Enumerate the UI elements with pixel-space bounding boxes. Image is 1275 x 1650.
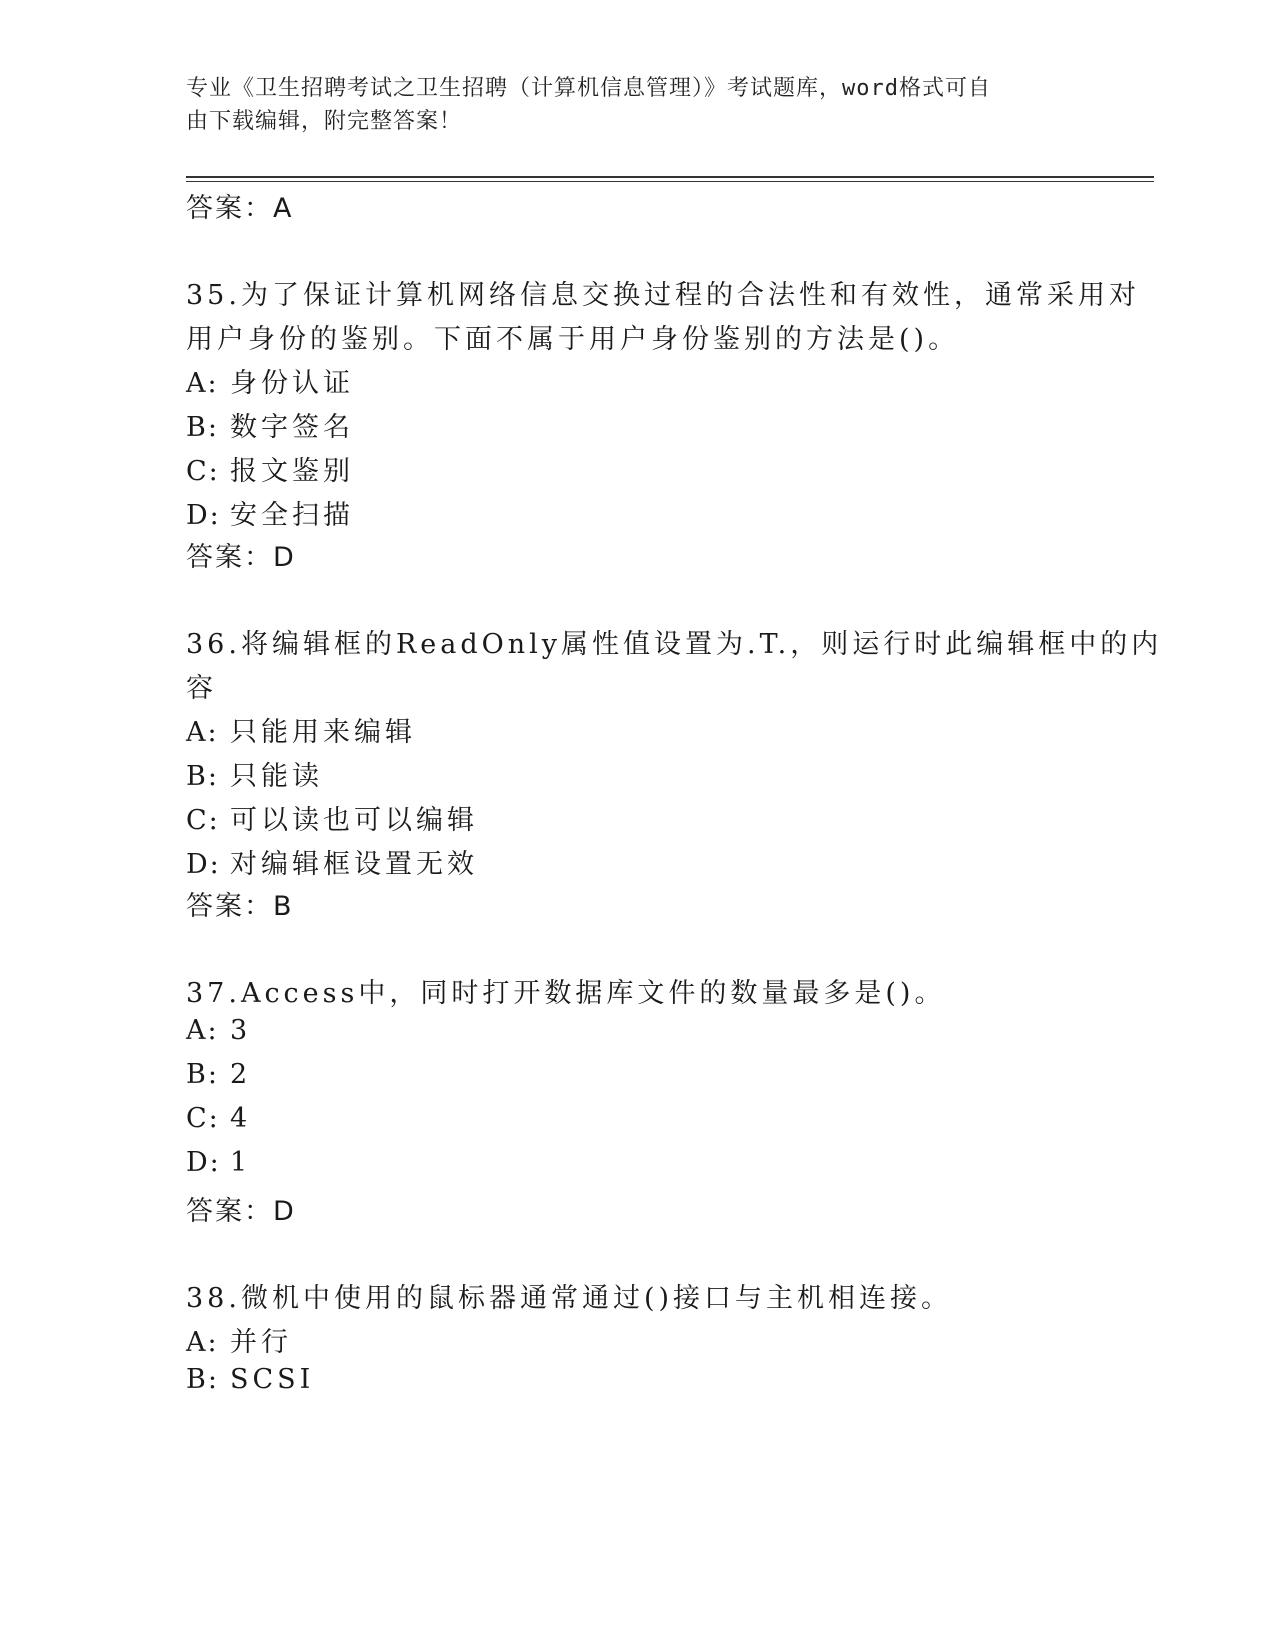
question-35-stem-line1: 35.为了保证计算机网络信息交换过程的合法性和有效性，通常采用对 [186, 280, 1140, 311]
option-key: B: [186, 412, 219, 443]
option-key: A: [186, 1015, 219, 1046]
option-text: 只能用来编辑 [230, 717, 416, 748]
question-37-option-d [186, 1147, 251, 1178]
option-key: D: [186, 500, 221, 531]
question-36-stem-line1: 36.将编辑框的ReadOnly属性值设置为.T.，则运行时此编辑框中的内 [186, 629, 1163, 660]
option-text: 1 [230, 1147, 252, 1178]
header-divider-bottom [186, 181, 1154, 182]
question-36-option-d [186, 842, 478, 881]
header-divider-top [186, 176, 1154, 178]
question-36-option-a [186, 710, 416, 749]
question-37-stem-line1: 37.Access中，同时打开数据库文件的数量最多是()。 [186, 978, 946, 1009]
option-text: 报文鉴别 [230, 456, 354, 487]
question-38-option-a [186, 1320, 292, 1359]
question-37-answer: 答案：D [186, 1196, 296, 1227]
option-key: C: [186, 456, 220, 487]
option-key: D: [186, 849, 221, 880]
question-37-option-c [186, 1103, 251, 1134]
question-35-option-a [186, 361, 354, 400]
question-38-stem-line1: 38.微机中使用的鼠标器通常通过()接口与主机相连接。 [186, 1283, 953, 1314]
question-35-answer: 答案：D [186, 542, 296, 573]
option-key: C: [186, 805, 220, 836]
option-key: A: [186, 1327, 219, 1358]
question-38-option-b [186, 1364, 314, 1395]
option-key: B: [186, 1059, 219, 1090]
question-35-option-d [186, 493, 354, 532]
question-35-option-b [186, 405, 354, 444]
option-key: A: [186, 717, 219, 748]
option-text: 只能读 [230, 761, 323, 792]
option-key: B: [186, 761, 219, 792]
option-text: SCSI [230, 1364, 315, 1395]
header-line-2: 由下载编辑，附完整答案！ [186, 109, 463, 134]
question-36-option-c [186, 798, 478, 837]
question-36-option-b [186, 754, 323, 793]
option-text: 2 [230, 1059, 252, 1090]
option-text: 并行 [230, 1327, 292, 1358]
option-key: C: [186, 1103, 220, 1134]
question-35-option-c [186, 449, 354, 488]
question-36-answer: 答案：B [186, 891, 294, 922]
option-text: 可以读也可以编辑 [230, 805, 478, 836]
option-text: 身份认证 [230, 368, 354, 399]
option-key: D: [186, 1147, 221, 1178]
answer-prev: 答案：A [186, 193, 294, 224]
option-text: 对编辑框设置无效 [230, 849, 478, 880]
option-text: 安全扫描 [230, 500, 354, 531]
document-header [186, 72, 1066, 138]
option-key: B: [186, 1364, 219, 1395]
option-text: 3 [230, 1015, 252, 1046]
question-37-option-a [186, 1015, 251, 1046]
question-37-option-b [186, 1059, 251, 1090]
option-key: A: [186, 368, 219, 399]
question-35-stem-line2: 用户身份的鉴别。下面不属于用户身份鉴别的方法是()。 [186, 324, 960, 355]
header-line-1: 专业《卫生招聘考试之卫生招聘（计算机信息管理）》考试题库，word格式可自 [186, 76, 991, 101]
option-text: 4 [230, 1103, 252, 1134]
question-36-stem-line2: 容 [186, 673, 217, 704]
option-text: 数字签名 [230, 412, 354, 443]
